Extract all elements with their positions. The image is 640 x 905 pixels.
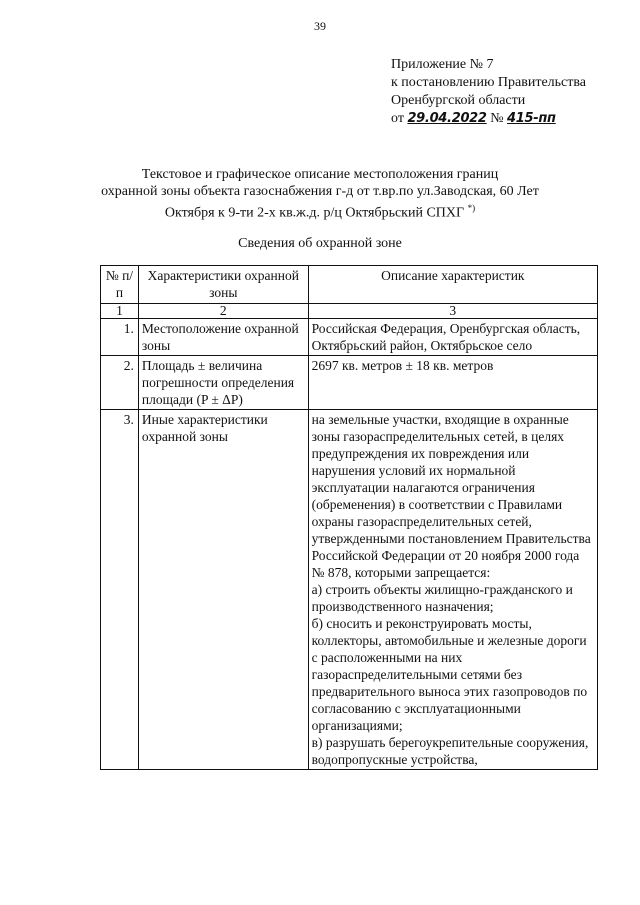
footnote-mark: *) bbox=[467, 203, 476, 213]
characteristic-description bbox=[308, 356, 597, 410]
table-row bbox=[101, 319, 598, 356]
header-characteristics: Характеристики охранной зоны bbox=[138, 266, 308, 304]
column-index-row bbox=[101, 304, 598, 319]
appendix-date-line bbox=[391, 110, 586, 128]
title-line-3 bbox=[40, 200, 600, 222]
appendix-reference: к постановлению Правительства bbox=[391, 75, 587, 90]
section-title: Сведения об охранной зоне bbox=[238, 236, 402, 251]
table-row bbox=[101, 410, 598, 770]
title-line-2: охранной зоны объекта газоснабжения г-д от т.вр.по ул.Заводская, 60 Лет bbox=[101, 184, 539, 199]
index-cell: 2 bbox=[138, 304, 308, 319]
characteristic-description bbox=[308, 319, 597, 356]
from-label: от bbox=[391, 111, 404, 126]
number-label: № bbox=[490, 111, 504, 126]
description-item-a: а) строить объекты жилищно-гражданского и производственного назначения; bbox=[311, 582, 573, 614]
characteristic-name: Местоположение охранной зоны bbox=[138, 319, 308, 356]
characteristic-name: Иные характеристики охранной зоны bbox=[138, 410, 308, 770]
index-cell: 1 bbox=[101, 304, 139, 319]
index-cell: 3 bbox=[308, 304, 597, 319]
characteristic-description bbox=[308, 410, 597, 770]
characteristic-name: Площадь ± величина погрешности определения площади (P ± ΔP) bbox=[138, 356, 308, 410]
row-number: 3. bbox=[101, 410, 139, 770]
handwritten-date: 29.04.2022 bbox=[407, 111, 487, 126]
description-paragraph: 2697 кв. метров ± 18 кв. метров bbox=[311, 358, 494, 373]
appendix-title: Приложение № 7 bbox=[391, 57, 494, 72]
description-paragraph: Российская Федерация, Оренбургская область, Октябрьский район, Октябрьское село bbox=[311, 321, 581, 353]
handwritten-number: 415-пп bbox=[507, 111, 556, 126]
header-description: Описание характеристик bbox=[308, 266, 597, 304]
protection-zone-table bbox=[100, 265, 598, 770]
table-row bbox=[101, 356, 598, 410]
header-row bbox=[101, 266, 598, 304]
title-line-1: Текстовое и графическое описание местоположения границ bbox=[141, 167, 499, 182]
description-paragraph: на земельные участки, входящие в охранные зоны газораспределительных сетей, в целях предупреждения их повреждения или нарушения условий их нормальной эксплуатации налагаются ограничения (обременения) в соответствии с Правилами охраны газораспределительных сетей, утвержденными постановлением Правительства Российской Федерации от 20 ноября 2000 года № 878, которыми запрещается: bbox=[311, 412, 591, 580]
title-line-3-text: Октября к 9-ти 2-х кв.ж.д. р/ц Октябрьский СПХГ bbox=[164, 205, 465, 221]
description-item-c: в) разрушать берегоукрепительные сооружения, водопропускные устройства, bbox=[311, 735, 589, 767]
description-item-b: б) сносить и реконструировать мосты, коллекторы, автомобильные и железные дороги с расположенными на них газораспределительными сетями без предварительного выноса этих газопроводов по согласованию с эксплуатационными организациями; bbox=[311, 616, 588, 733]
appendix-block bbox=[391, 56, 586, 128]
page-number: 39 bbox=[314, 19, 326, 33]
appendix-region: Оренбургской области bbox=[391, 93, 526, 108]
header-number: № п/п bbox=[101, 266, 139, 304]
document-title bbox=[40, 166, 600, 222]
row-number: 2. bbox=[101, 356, 139, 410]
row-number: 1. bbox=[101, 319, 139, 356]
